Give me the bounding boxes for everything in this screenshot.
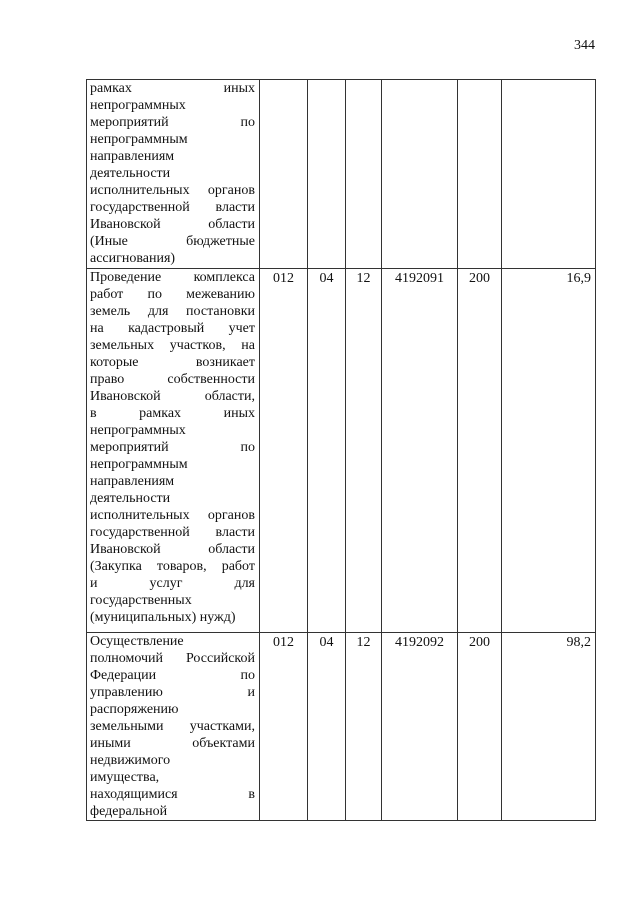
description-line: управлению и (90, 685, 255, 700)
chapter-code-cell (260, 80, 308, 269)
amount-cell (502, 80, 596, 269)
description-line: имущества, (90, 770, 160, 785)
amount-cell: 16,9 (502, 269, 596, 633)
description-line: исполнительных органов (90, 183, 255, 198)
description-line: Осуществление (90, 634, 184, 649)
description-line: земельных участков, на (90, 338, 255, 353)
section-code-cell (308, 80, 346, 269)
description-line: непрограммных (90, 423, 186, 438)
description-line: Проведение комплекса (90, 270, 255, 285)
page-number: 344 (574, 38, 595, 53)
table-row (87, 633, 596, 821)
budget-table (86, 79, 596, 821)
description-line: Ивановской области, (90, 389, 255, 404)
expense-type-cell: 200 (458, 633, 502, 821)
description-line: деятельности (90, 166, 171, 181)
chapter-code-cell: 012 (260, 269, 308, 633)
subsection-code-cell: 12 (346, 633, 382, 821)
description-line: исполнительных органов (90, 508, 255, 523)
description-line: работ по межеванию (90, 287, 255, 302)
expense-type-cell (458, 80, 502, 269)
section-code-cell: 04 (308, 269, 346, 633)
description-line: мероприятий по (90, 440, 255, 455)
description-line: земель для постановки (90, 304, 255, 319)
description-line: Ивановской области (90, 542, 255, 557)
description-line: которые возникает (90, 355, 255, 370)
description-line: ассигнования) (90, 251, 176, 266)
description-line: иными объектами (90, 736, 255, 751)
description-line: на кадастровый учет (90, 321, 255, 336)
expense-type-cell: 200 (458, 269, 502, 633)
description-line: непрограммным (90, 457, 188, 472)
amount-cell: 98,2 (502, 633, 596, 821)
target-article-cell (382, 80, 458, 269)
description-line: земельными участками, (90, 719, 255, 734)
description-line: непрограммным (90, 132, 188, 147)
description-line: (Закупка товаров, работ (90, 559, 255, 574)
description-line: государственных (90, 593, 192, 608)
description-line: рамках иных (90, 81, 255, 96)
subsection-code-cell: 12 (346, 269, 382, 633)
description-line: и услуг для (90, 576, 255, 591)
description-line: мероприятий по (90, 115, 255, 130)
table-row (87, 269, 596, 633)
description-line: находящимися в (90, 787, 255, 802)
subsection-code-cell (346, 80, 382, 269)
description-line: направлениям (90, 474, 175, 489)
description-line: федеральной (90, 804, 168, 819)
description-line: деятельности (90, 491, 171, 506)
description-line: направлениям (90, 149, 175, 164)
target-article-cell: 4192092 (382, 633, 458, 821)
description-cell (87, 633, 260, 821)
description-line: непрограммных (90, 98, 186, 113)
target-article-cell: 4192091 (382, 269, 458, 633)
section-code-cell: 04 (308, 633, 346, 821)
description-line: в рамках иных (90, 406, 255, 421)
description-line: (Иные бюджетные (90, 234, 255, 249)
table-body (87, 80, 596, 821)
description-line: государственной власти (90, 525, 255, 540)
description-line: государственной власти (90, 200, 255, 215)
description-cell (87, 269, 260, 633)
description-line: право собственности (90, 372, 255, 387)
description-line: Федерации по (90, 668, 255, 683)
description-line: (муниципальных) нужд) (90, 610, 236, 625)
description-line: недвижимого (90, 753, 171, 768)
description-cell (87, 80, 260, 269)
description-line: Ивановской области (90, 217, 255, 232)
description-line: распоряжению (90, 702, 179, 717)
description-line: полномочий Российской (90, 651, 255, 666)
table-row (87, 80, 596, 269)
chapter-code-cell: 012 (260, 633, 308, 821)
